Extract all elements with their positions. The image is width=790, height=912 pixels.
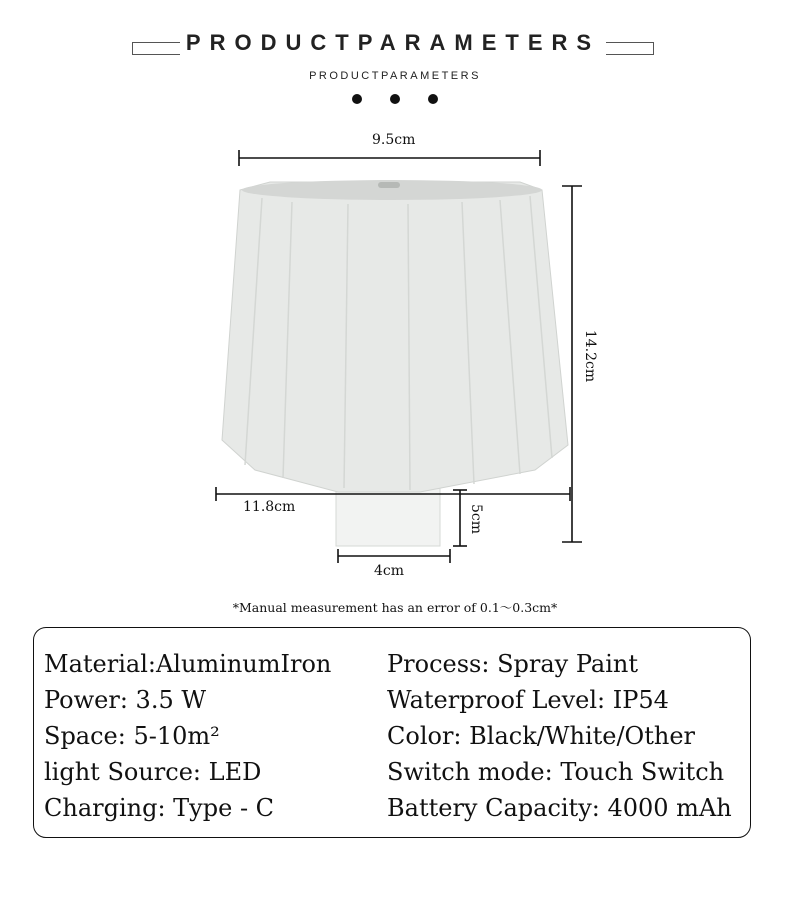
page-title-text: PRODUCTPARAMETERS: [180, 30, 606, 55]
spec-space: Space: 5-10m²: [44, 722, 220, 750]
touch-switch-icon: [378, 182, 400, 188]
dimension-stem-width: [338, 549, 450, 563]
stem-height-label: 5cm: [468, 503, 484, 535]
top-width-label: 9.5cm: [372, 132, 416, 148]
dimension-height: [562, 186, 582, 542]
dimension-top-width: [239, 150, 540, 166]
lamp-shade: [222, 182, 568, 492]
spec-power: Power: 3.5 W: [44, 686, 207, 714]
stem-width-label: 4cm: [374, 563, 405, 579]
base-width-label: 11.8cm: [243, 499, 296, 515]
spec-light-source: light Source: LED: [44, 758, 262, 786]
spec-column-right: [387, 646, 732, 826]
spec-waterproof: Waterproof Level: IP54: [387, 686, 669, 714]
specifications-box: [33, 627, 751, 838]
spec-column-left: [44, 646, 331, 826]
spec-color: Color: Black/White/Other: [387, 722, 696, 750]
page-subtitle: PRODUCTPARAMETERS: [309, 70, 481, 82]
spec-process: Process: Spray Paint: [387, 650, 638, 678]
spec-battery: Battery Capacity: 4000 mAh: [387, 794, 732, 822]
spec-switch-mode: Switch mode: Touch Switch: [387, 758, 725, 786]
spec-material: Material:AluminumIron: [44, 650, 332, 678]
spec-charging: Charging: Type - C: [44, 794, 275, 822]
height-label: 14.2cm: [582, 329, 598, 383]
dimension-stem-height: [453, 490, 467, 546]
measurement-note: *Manual measurement has an error of 0.1～0.3cm*: [232, 600, 558, 615]
